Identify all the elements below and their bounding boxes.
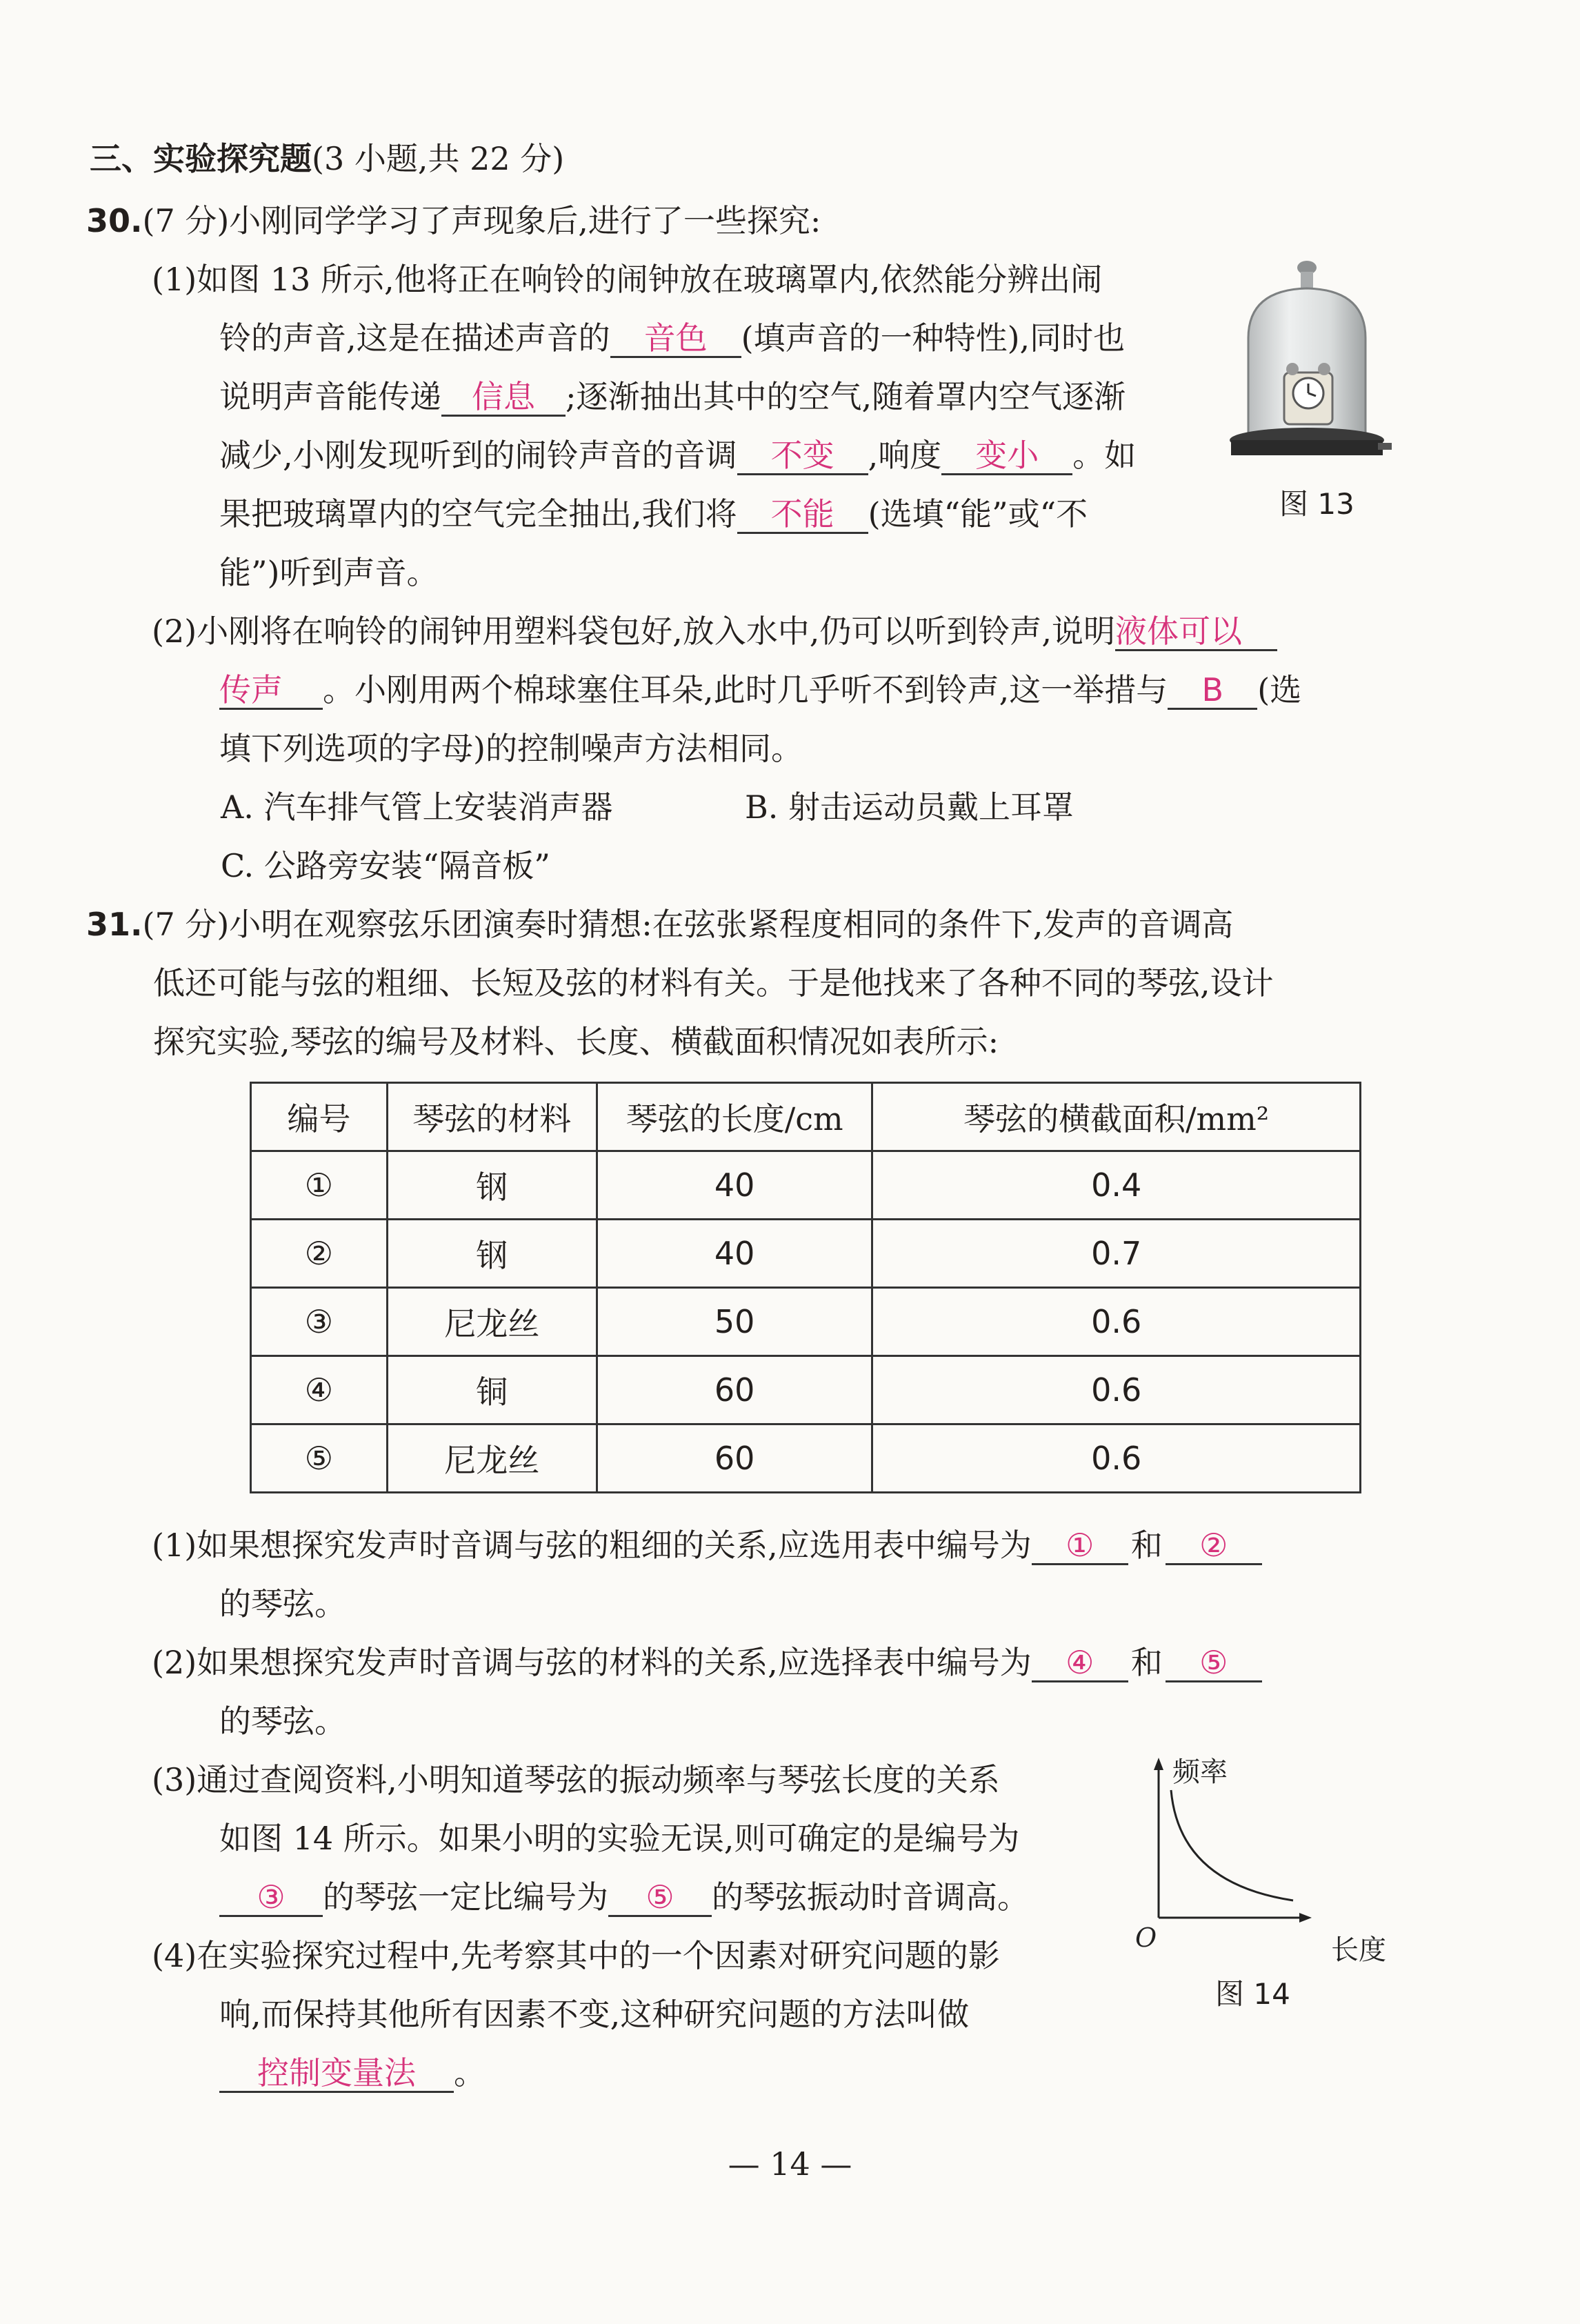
q30-p1-line2	[219, 317, 1125, 359]
q31-answer-1: ①	[1032, 1527, 1128, 1565]
table-header: 琴弦的横截面积/mm²	[872, 1083, 1361, 1151]
graph-y-label: 频率	[1172, 1756, 1228, 1788]
q30-p1-text2b: (填声音的一种特性),同时也	[741, 319, 1126, 357]
q30-p1-text4c: 。如	[1072, 437, 1137, 474]
q30-p1-text5a: 果把玻璃罩内的空气完全抽出,我们将	[219, 495, 737, 533]
section-title: 三、实验探究题	[90, 140, 312, 177]
q31-answer-6: ⑤	[608, 1879, 712, 1917]
q30-answer-6b: 传声	[219, 672, 323, 710]
q31-p3-text3b: 的琴弦振动时音调高。	[712, 1878, 1029, 1916]
q31-p1-and: 和	[1130, 1527, 1163, 1564]
q31-p4-tail: 。	[454, 2054, 486, 2092]
q31-answer-4: ⑤	[1166, 1645, 1262, 1682]
q30-p1-text2a: 铃的声音,这是在描述声音的	[219, 319, 610, 357]
q30-intro	[86, 200, 821, 241]
q31-p1-line1	[152, 1524, 1262, 1566]
table-cell: 0.4	[872, 1151, 1361, 1220]
q31-p4-text1: 在实验探究过程中,先考察其中的一个因素对研究问题的影	[197, 1937, 1000, 1974]
table-cell: ⑤	[251, 1424, 388, 1493]
q30-p1-text3b: ;逐渐抽出其中的空气,随着罩内空气逐渐	[566, 378, 1126, 415]
q30-p2-text1: 小刚将在响铃的闹钟用塑料袋包好,放入水中,仍可以听到铃声,说明	[197, 613, 1116, 650]
table-header-row	[251, 1083, 1361, 1151]
table-cell: 40	[597, 1220, 872, 1288]
q31-answer-5: ③	[219, 1879, 323, 1917]
strings-table	[250, 1082, 1361, 1493]
q31-p4-line2: 响,而保持其他所有因素不变,这种研究问题的方法叫做	[219, 1996, 970, 2033]
q30-answer-1: 音色	[610, 320, 741, 358]
q30-p2-label: (2)	[152, 613, 197, 650]
q30-p1-line1	[152, 259, 1102, 300]
table-cell: 钢	[387, 1220, 597, 1288]
q31-p3-line3	[219, 1876, 1029, 1918]
jar-neck	[1301, 272, 1313, 290]
figure-13-caption: 图 13	[1279, 487, 1354, 521]
table-cell: 铜	[387, 1356, 597, 1424]
figure-14-caption: 图 14	[1215, 1977, 1290, 2011]
q31-p2-line1	[152, 1642, 1262, 1683]
q30-p1-text1: 如图 13 所示,他将正在响铃的闹钟放在玻璃罩内,依然能分辨出闹	[197, 261, 1103, 298]
table-cell: ③	[251, 1288, 388, 1356]
table-cell: ②	[251, 1220, 388, 1288]
q31-line1	[86, 904, 1233, 945]
q31-line3: 探究实验,琴弦的编号及材料、长度、横截面积情况如表所示:	[153, 1023, 999, 1060]
q31-p4-label: (4)	[152, 1937, 197, 1974]
table-cell: 0.6	[872, 1424, 1361, 1493]
q31-answer-3: ④	[1032, 1645, 1128, 1682]
q31-answer-7: 控制变量法	[219, 2055, 454, 2093]
q30-p1-text4b: ,响度	[868, 437, 942, 474]
q30-p1-line3	[219, 376, 1126, 417]
q30-p1-line4	[219, 435, 1136, 476]
q31-p3-label: (3)	[152, 1761, 197, 1798]
q30-answer-3: 不变	[737, 437, 868, 475]
q31-p2-label: (2)	[152, 1644, 197, 1681]
q31-p1-label: (1)	[152, 1527, 197, 1564]
section-heading	[90, 138, 564, 179]
q30-p1-text6: 能”)听到声音。	[219, 554, 439, 591]
q31-p4-line3	[219, 2052, 486, 2094]
table-row	[251, 1356, 1361, 1424]
frequency-curve	[1171, 1790, 1293, 1900]
table-cell: 0.6	[872, 1356, 1361, 1424]
q30-p1-line6	[219, 552, 438, 593]
pump-nozzle	[1378, 443, 1392, 450]
q31-number: 31.	[86, 906, 143, 943]
table-cell: 60	[597, 1356, 872, 1424]
q30-option-a: A. 汽车排气管上安装消声器	[221, 788, 613, 826]
table-cell: 尼龙丝	[387, 1288, 597, 1356]
q30-p2-text2a: 。小刚用两个棉球塞住耳朵,此时几乎听不到铃声,这一举措与	[323, 671, 1168, 708]
q31-answer-2: ②	[1166, 1527, 1262, 1565]
x-axis-arrow-icon	[1299, 1913, 1312, 1923]
q30-answer-6a: 液体可以	[1115, 613, 1277, 651]
q30-p2-line2	[219, 669, 1301, 711]
table-row	[251, 1288, 1361, 1356]
table-header: 编号	[251, 1083, 388, 1151]
page-number: — 14 —	[728, 2145, 852, 2183]
q31-p1-text: 如果想探究发声时音调与弦的粗细的关系,应选用表中编号为	[197, 1527, 1032, 1564]
q31-p1-tail: 的琴弦。	[219, 1585, 346, 1622]
q30-intro-text: (7 分)小刚同学学习了声现象后,进行了一些探究:	[142, 202, 821, 239]
q30-answer-2: 信息	[441, 379, 566, 417]
table-row	[251, 1220, 1361, 1288]
y-axis-arrow-icon	[1154, 1758, 1163, 1770]
q31-p4-line1	[152, 1935, 1000, 1976]
q30-answer-4: 变小	[941, 437, 1072, 475]
table-cell: ④	[251, 1356, 388, 1424]
q31-p3-text3a: 的琴弦一定比编号为	[323, 1878, 608, 1916]
q31-p3-line2: 如图 14 所示。如果小明的实验无误,则可确定的是编号为	[219, 1820, 1020, 1857]
q30-p1-label: (1)	[152, 261, 197, 298]
bell-jar-figure	[1221, 255, 1393, 469]
table-cell: 50	[597, 1288, 872, 1356]
q30-number: 30.	[86, 202, 143, 239]
q30-p2-text2b: (选	[1257, 671, 1302, 708]
table-cell: 钢	[387, 1151, 597, 1220]
q31-p2-text: 如果想探究发声时音调与弦的材料的关系,应选择表中编号为	[197, 1644, 1032, 1681]
q31-line2: 低还可能与弦的粗细、长短及弦的材料有关。于是他找来了各种不同的琴弦,设计	[153, 964, 1274, 1002]
q30-option-b: B. 射击运动员戴上耳罩	[745, 788, 1074, 826]
q30-option-c: C. 公路旁安装“隔音板”	[221, 847, 550, 884]
q31-p2-and: 和	[1130, 1644, 1163, 1681]
frequency-length-graph	[1131, 1752, 1393, 1973]
table-header: 琴弦的长度/cm	[597, 1083, 872, 1151]
q31-p3-text1: 通过查阅资料,小明知道琴弦的振动频率与琴弦长度的关系	[197, 1761, 1000, 1798]
table-cell: ①	[251, 1151, 388, 1220]
table-row	[251, 1424, 1361, 1493]
q30-p1-line5	[219, 493, 1088, 535]
q30-p2-text3: 填下列选项的字母)的控制噪声方法相同。	[219, 730, 803, 767]
table-row	[251, 1151, 1361, 1220]
q30-p2-line1	[152, 610, 1277, 652]
q31-text1: (7 分)小明在观察弦乐团演奏时猜想:在弦张紧程度相同的条件下,发声的音调高	[142, 906, 1234, 943]
q30-p1-text5b: (选填“能”或“不	[868, 495, 1088, 533]
clock-bell-right	[1318, 363, 1330, 375]
table-cell: 0.7	[872, 1220, 1361, 1288]
q30-answer-7: B	[1168, 672, 1257, 710]
table-cell: 40	[597, 1151, 872, 1220]
q30-p1-text3a: 说明声音能传递	[219, 378, 441, 415]
table-cell: 尼龙丝	[387, 1424, 597, 1493]
table-cell: 0.6	[872, 1288, 1361, 1356]
q31-p2-tail: 的琴弦。	[219, 1702, 346, 1740]
graph-origin: O	[1135, 1923, 1157, 1953]
q30-answer-5: 不能	[737, 496, 868, 534]
q31-p3-line1	[152, 1759, 1000, 1800]
section-note: (3 小题,共 22 分)	[312, 140, 565, 177]
plate-base	[1231, 440, 1383, 455]
clock-bell-left	[1286, 363, 1299, 375]
table-cell: 60	[597, 1424, 872, 1493]
graph-x-label: 长度	[1331, 1934, 1386, 1966]
table-header: 琴弦的材料	[387, 1083, 597, 1151]
q30-p1-text4a: 减少,小刚发现听到的闹铃声音的音调	[219, 437, 737, 474]
q30-p2-line3	[219, 728, 803, 769]
